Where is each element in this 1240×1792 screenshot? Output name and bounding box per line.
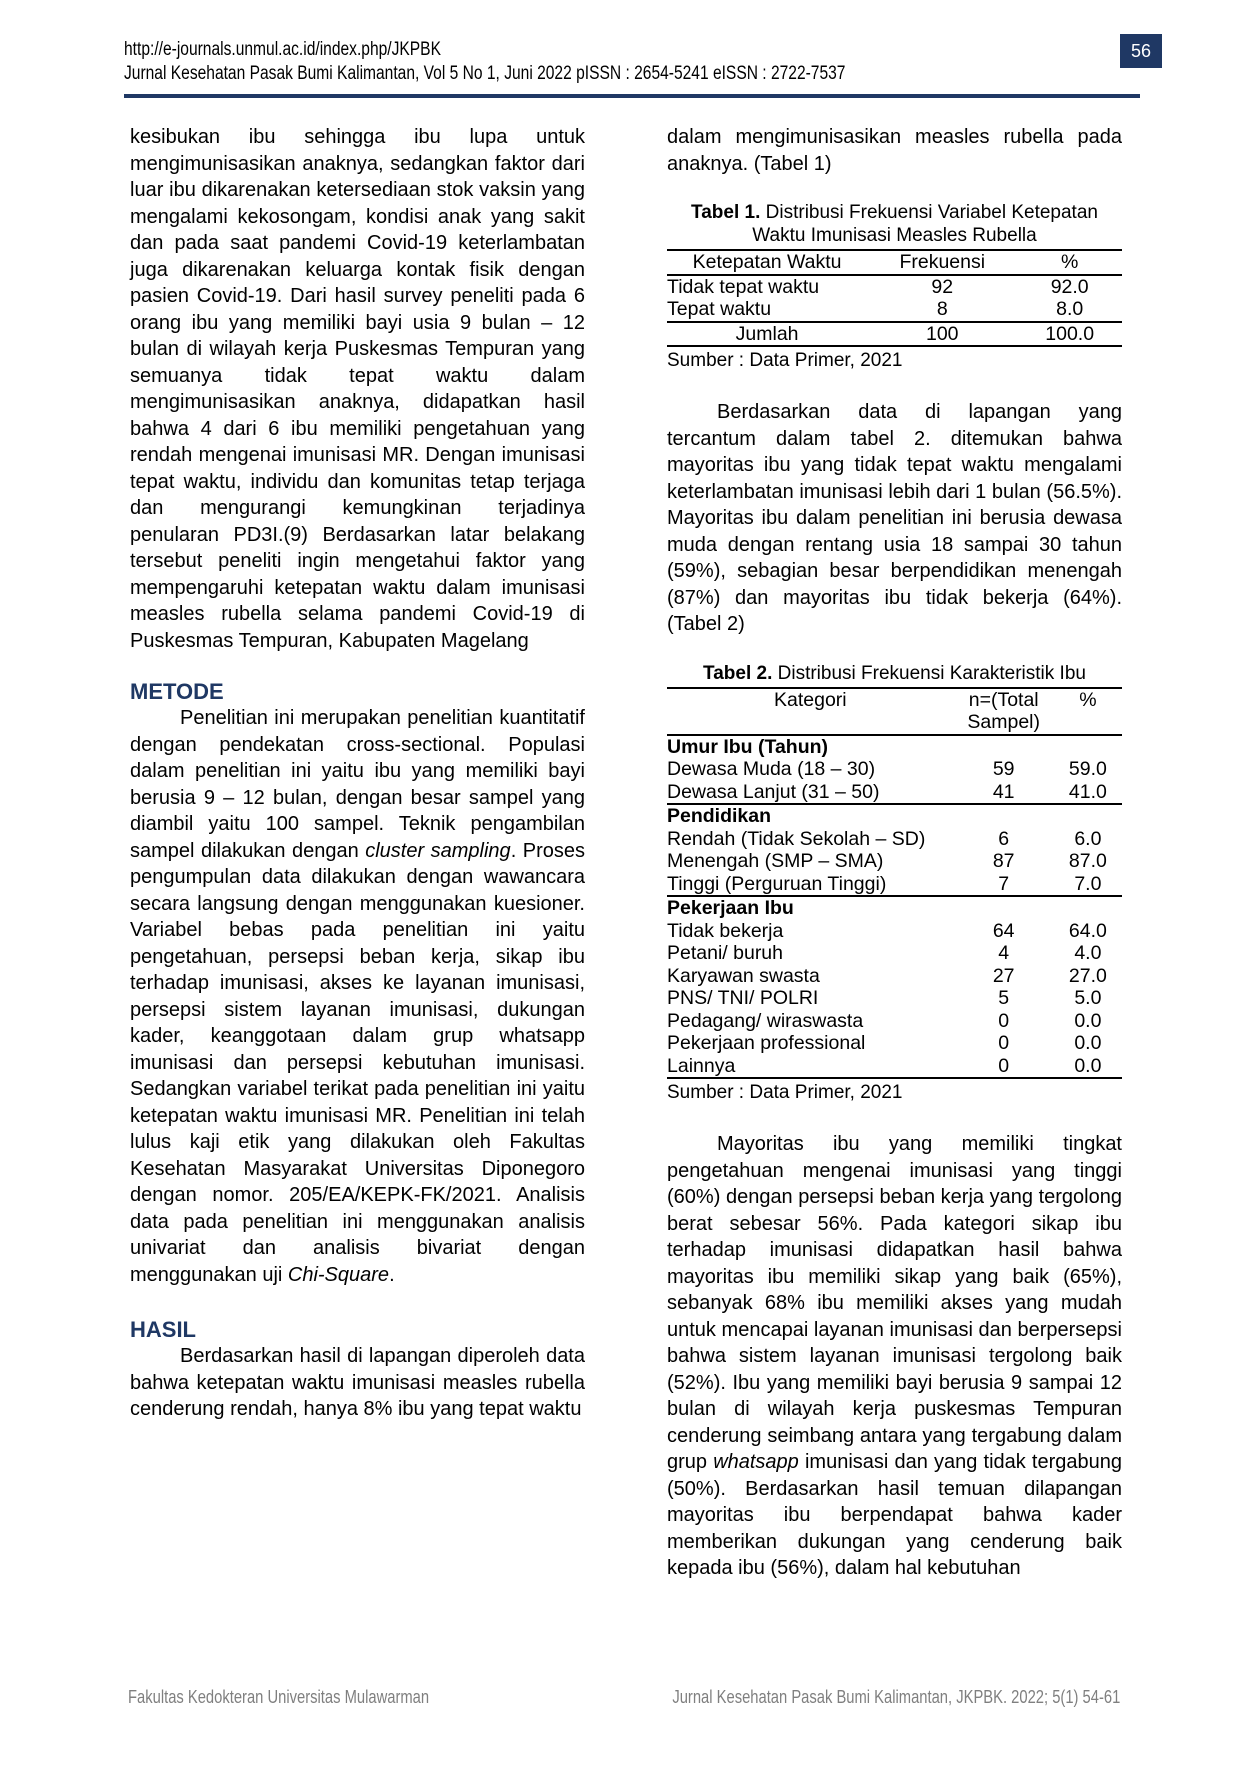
table2-cell: 59	[992, 758, 1015, 780]
table2-cell: Tinggi (Perguruan Tinggi)	[667, 873, 954, 897]
table1-cell: 92.0	[1050, 275, 1089, 298]
table2-cell: Dewasa Lanjut (31 – 50)	[667, 781, 954, 805]
footer-affiliation: Fakultas Kedokteran Universitas Mulawarman	[128, 1687, 430, 1707]
table1-caption	[675, 201, 1114, 247]
table1-caption-text: Distribusi Frekuensi Variabel Ketepatan Waktu Imunisasi Measles Rubella	[752, 202, 1098, 246]
table2-cell: 6	[998, 827, 1010, 850]
table2-group-pendidikan: Pendidikan	[667, 805, 772, 827]
table2-group-umur: Umur Ibu (Tahun)	[667, 735, 829, 758]
table2-cell: 5	[998, 987, 1010, 1009]
section-heading-hasil: HASIL	[130, 1317, 196, 1342]
right-column	[667, 124, 1122, 1582]
table2-cell: 0.0	[1054, 1055, 1122, 1079]
table-row	[667, 1055, 1122, 1079]
table-row	[667, 758, 1122, 781]
table1-total-row	[667, 322, 1122, 347]
table1-cell: 92	[931, 275, 954, 298]
table2-source: Sumber : Data Primer, 2021	[667, 1082, 903, 1103]
metode-italic-cluster-sampling: cluster sampling	[365, 839, 511, 862]
table1-header-frekuensi: Frekuensi	[867, 250, 1017, 275]
table2-cell: 27.0	[1068, 964, 1107, 987]
metode-text-1: Penelitian ini merupakan penelitian kuantitatif dengan pendekatan cross-sectional. Populasi dalam penelitian ini yaitu ibu yang memiliki bayi berusia 9 – 12 bulan, dengan besar sampel yang diambil yaitu 100 sampel. Teknik pengambilan sampel dilakukan dengan	[130, 707, 585, 862]
discussion-paragraph	[667, 1131, 1122, 1582]
table1-source: Sumber : Data Primer, 2021	[667, 350, 903, 371]
table-row	[667, 275, 1122, 299]
table2-cell: 0.0	[1074, 1032, 1102, 1054]
table-row	[667, 965, 1122, 988]
table2-cell: 59.0	[1068, 758, 1107, 780]
table2-cell: Pekerjaan professional	[667, 1032, 866, 1054]
table2-cell: Rendah (Tidak Sekolah – SD)	[667, 827, 926, 850]
table-row	[667, 828, 1122, 851]
paragraph-table2-intro: Berdasarkan data di lapangan yang tercantum dalam tabel 2. ditemukan bahwa mayoritas ibu yang tidak tepat waktu mengalami keterlambatan imunisasi lebih dari 1 bulan (56.5%). Mayoritas ibu dalam penelitian ini berusia dewasa muda dengan rentang usia 18 sampai 30 tahun (59%), sebagian besar berpendidikan menengah (87%) dan mayoritas ibu tidak bekerja (64%). (Tabel 2)	[667, 401, 1122, 635]
journal-url: http://e-journals.unmul.ac.id/index.php/JKPBK	[124, 39, 441, 60]
table2-caption-label: Tabel 2.	[703, 662, 773, 684]
table2-cell: 0.0	[1074, 1009, 1102, 1032]
table-row	[667, 1010, 1122, 1033]
page-number: 56	[1130, 40, 1152, 61]
table1-cell: Jumlah	[667, 322, 867, 347]
table2-cell: Menengah (SMP – SMA)	[667, 850, 884, 872]
intro-paragraph: kesibukan ibu sehingga ibu lupa untuk mengimunisasikan anaknya, sedangkan faktor dari luar ibu dikarenakan ketersediaan stok vaksin yang mengalami kekosongam, kondisi anak yang sakit dan pada saat pandemi Covid-19 keterlambatan juga dikarenakan keluarga kontak fisik dengan pasien Covid-19. Dari hasil survey peneliti pada 6 orang ibu yang memiliki bayi usia 9 bulan – 12 bulan di wilayah kerja Puskesmas Tempuran yang semuanya tidak tepat waktu dalam mengimunisasikan anaknya, didapatkan hasil bahwa 4 dari 6 ibu memiliki pengetahuan yang rendah mengenai imunisasi MR. Dengan imunisasi tepat waktu, individu dan komunitas tetap terjaga dan mengurangi kemungkinan terjadinya penularan PD3I.(9) Berdasarkan latar belakang tersebut peneliti ingin mengetahui faktor yang mempengaruhi ketepatan waktu dalam imunisasi measles rubella selama pandemi Covid-19 di Puskesmas Tempuran, Kabupaten Magelang	[130, 126, 585, 652]
table-row	[667, 987, 1122, 1010]
table2-cell: Dewasa Muda (18 – 30)	[667, 758, 876, 780]
table1-cell: 8.0	[1017, 298, 1122, 322]
table1-header-row	[667, 250, 1122, 275]
table2-cell: 0	[998, 1009, 1010, 1032]
table2-header-percent: %	[1054, 688, 1122, 735]
page-header	[124, 38, 1152, 98]
table2-cell: 7.0	[1054, 873, 1122, 897]
table2-cell: 0	[998, 1032, 1010, 1054]
table2-cell: 5.0	[1074, 987, 1102, 1009]
article-body	[130, 124, 1122, 1582]
metode-text-2: . Proses pengumpulan data dilakukan dengan wawancara secara langsung dengan menggunakan kuesioner. Variabel bebas pada penelitian ini yaitu pengetahuan, persepsi beban kerja, sikap ibu terhadap imunisasi, akses ke layanan imunisasi, persepsi sistem layanan imunisasi, dukungan kader, keanggotaan dalam grup whatsapp imunisasi dan persepsi kebutuhan imunisasi. Sedangkan variabel terikat pada penelitian ini yaitu ketepatan waktu imunisasi MR. Penelitian ini telah lulus kaji etik yang dilakukan oleh Fakultas Kesehatan Masyarakat Universitas Diponegoro dengan nomor. 205/EA/KEPK-FK/2021. Analisis data pada penelitian ini menggunakan analisis univariat dan analisis bivariat dengan menggunakan uji	[130, 839, 585, 1286]
table2-cell: Pedagang/ wiraswasta	[667, 1009, 864, 1032]
metode-text-3: .	[389, 1263, 395, 1286]
footer-citation: Jurnal Kesehatan Pasak Bumi Kalimantan, JKPBK. 2022; 5(1) 54-61	[672, 1687, 1120, 1707]
table-row	[667, 920, 1122, 943]
table2-cell: PNS/ TNI/ POLRI	[667, 987, 819, 1009]
table2-cell: 64	[992, 919, 1015, 942]
table2-caption-text: Distribusi Frekuensi Karakteristik Ibu	[772, 662, 1086, 684]
table-row	[667, 781, 1122, 805]
discussion-text-1: Mayoritas ibu yang memiliki tingkat pengetahuan mengenai imunisasi yang tinggi (60%) dengan persepsi beban kerja yang tergolong berat sebesar 56%. Pada kategori sikap ibu terhadap imunisasi didapatkan hasil bahwa mayoritas ibu memiliki sikap yang baik (65%), sebanyak 68% ibu memiliki akses yang mudah untuk mencapai layanan imunisasi dan berpersepsi bahwa sistem layanan imunisasi tergolong baik (52%). Ibu yang memiliki bayi berusia 9 sampai 12 bulan di wilayah kerja puskesmas Tempuran cenderung seimbang antara yang tergabung dalam grup	[667, 1133, 1122, 1473]
metode-paragraph	[130, 705, 585, 1288]
left-column	[130, 124, 585, 1582]
table-row	[667, 873, 1122, 897]
table2-cell: 7	[954, 873, 1054, 897]
table2-cell: 87	[992, 850, 1015, 872]
table-row	[667, 942, 1122, 965]
table1-header-percent: %	[1017, 250, 1122, 275]
table1-cell: 100.0	[1017, 322, 1122, 347]
journal-page	[0, 38, 1240, 1792]
table2-cell: Tidak bekerja	[667, 919, 784, 942]
table2-cell: 4	[998, 942, 1010, 964]
table2-cell: 41.0	[1054, 781, 1122, 805]
table2-cell: 41	[954, 781, 1054, 805]
table-row	[667, 298, 1122, 322]
discussion-text-2: imunisasi dan yang tidak tergabung (50%). Berdasarkan hasil temuan dilapangan mayoritas ibu berpendapat bahwa kader memberikan dukungan yang cenderung baik kepada ibu (56%), dalam hal kebutuhan	[667, 1451, 1122, 1579]
table2-cell: 64.0	[1068, 919, 1107, 942]
table2-caption	[675, 662, 1114, 685]
journal-citation-line: Jurnal Kesehatan Pasak Bumi Kalimantan, Vol 5 No 1, Juni 2022 pISSN : 2654-5241 eISSN : 2722-7537	[124, 63, 846, 84]
table1-caption-label: Tabel 1.	[691, 202, 761, 223]
table1-cell: 8	[867, 298, 1017, 322]
table2-cell: 4.0	[1074, 942, 1102, 964]
table2-cell: Petani/ buruh	[667, 942, 784, 964]
table1-cell: 100	[867, 322, 1017, 347]
table-row	[667, 850, 1122, 873]
table2-header-kategori: Kategori	[667, 688, 954, 735]
table2-cell: Karyawan swasta	[667, 964, 820, 987]
table1-cell: Tidak tepat waktu	[667, 275, 820, 298]
table2-cell: 87.0	[1068, 850, 1107, 872]
page-footer	[128, 1686, 1120, 1708]
hasil-paragraph: Berdasarkan hasil di lapangan diperoleh data bahwa ketepatan waktu imunisasi measles rubella cenderung rendah, hanya 8% ibu yang tepat waktu	[130, 1345, 585, 1420]
table2-header-n: n=(Total Sampel)	[954, 688, 1054, 735]
table2-header-row	[667, 688, 1122, 735]
table2-cell: 0	[954, 1055, 1054, 1079]
table1-cell: Tepat waktu	[667, 298, 867, 322]
table1	[667, 249, 1122, 347]
section-heading-metode: METODE	[130, 679, 224, 704]
table2-cell: 27	[992, 964, 1015, 987]
page-number-badge	[1120, 34, 1162, 68]
metode-italic-chi-square: Chi-Square	[287, 1263, 390, 1286]
table2-cell: 6.0	[1074, 827, 1102, 850]
discussion-italic-whatsapp: whatsapp	[713, 1451, 799, 1473]
continuation-paragraph: dalam mengimunisasikan measles rubella pada anaknya. (Tabel 1)	[667, 126, 1122, 175]
table2-cell: Lainnya	[667, 1055, 954, 1079]
table2-group-pekerjaan: Pekerjaan Ibu	[667, 897, 794, 919]
table1-header-ketepatan: Ketepatan Waktu	[667, 250, 867, 275]
table2	[667, 687, 1122, 1080]
table-row	[667, 1032, 1122, 1055]
